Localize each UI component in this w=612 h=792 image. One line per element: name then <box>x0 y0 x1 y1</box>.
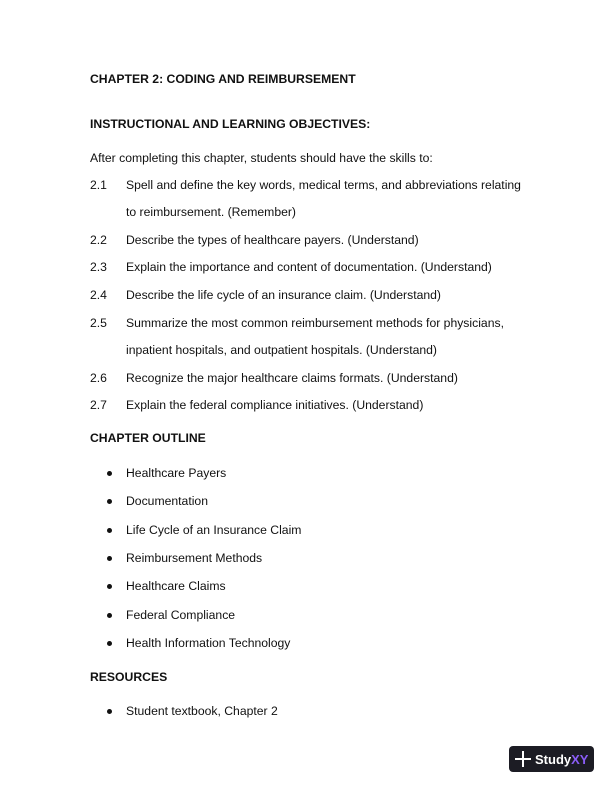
list-item-text: Health Information Technology <box>126 636 291 650</box>
objective-number: 2.2 <box>90 233 107 247</box>
list-item-text: Documentation <box>126 494 208 508</box>
objective-text: Recognize the major healthcare claims formats. (Understand) <box>126 371 458 385</box>
list-item-text: Federal Compliance <box>126 608 236 622</box>
bullet-icon <box>107 613 112 618</box>
bullet-icon <box>107 584 112 589</box>
list-item-text: Student textbook, Chapter 2 <box>126 704 278 718</box>
list-item-text: Life Cycle of an Insurance Claim <box>126 523 302 537</box>
objective-number: 2.1 <box>90 178 107 192</box>
objective-number: 2.3 <box>90 260 107 274</box>
list-item-text: Healthcare Claims <box>126 579 226 593</box>
list-item-text: Reimbursement Methods <box>126 551 263 565</box>
objective-number: 2.4 <box>90 288 107 302</box>
objective-number: 2.5 <box>90 316 107 330</box>
objective-text: Describe the types of healthcare payers. (Understand) <box>126 233 419 247</box>
chapter-title: CHAPTER 2: CODING AND REIMBURSEMENT <box>90 72 356 86</box>
objective-text-continued: inpatient hospitals, and outpatient hospitals. (Understand) <box>126 343 437 357</box>
objectives-heading: INSTRUCTIONAL AND LEARNING OBJECTIVES: <box>90 117 371 131</box>
objective-text: Explain the importance and content of documentation. (Understand) <box>126 260 492 274</box>
bullet-icon <box>107 499 112 504</box>
bullet-icon <box>107 471 112 476</box>
objectives-intro: After completing this chapter, students should have the skills to: <box>90 151 433 165</box>
objective-number: 2.6 <box>90 371 107 385</box>
resources-heading: RESOURCES <box>90 670 168 684</box>
list-item-text: Healthcare Payers <box>126 466 227 480</box>
bullet-icon <box>107 528 112 533</box>
objective-number: 2.7 <box>90 398 107 412</box>
badge-brand-main: Study <box>535 751 572 767</box>
objective-text: Spell and define the key words, medical terms, and abbreviations relating <box>126 178 521 192</box>
bullet-icon <box>107 641 112 646</box>
objective-text-continued: to reimbursement. (Remember) <box>126 205 296 219</box>
badge-brand-accent: XY <box>571 751 589 767</box>
studyxy-badge[interactable] <box>509 746 594 772</box>
outline-heading: CHAPTER OUTLINE <box>90 431 206 445</box>
objective-text: Describe the life cycle of an insurance claim. (Understand) <box>126 288 441 302</box>
objective-text: Summarize the most common reimbursement methods for physicians, <box>126 316 504 330</box>
bullet-icon <box>107 556 112 561</box>
objective-text: Explain the federal compliance initiatives. (Understand) <box>126 398 424 412</box>
plus-icon <box>515 751 531 767</box>
bullet-icon <box>107 709 112 714</box>
